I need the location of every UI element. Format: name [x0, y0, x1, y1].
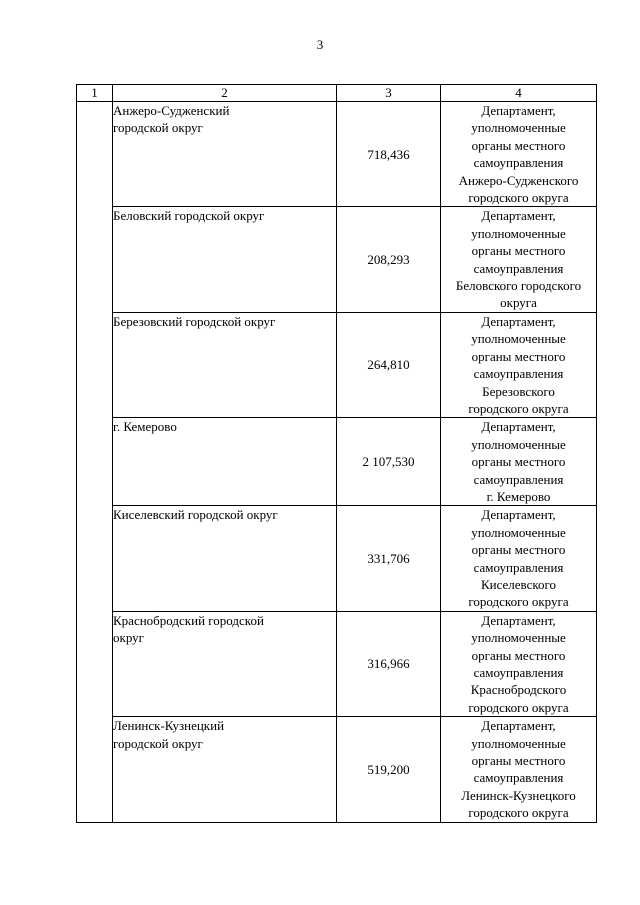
- table-row: [77, 611, 597, 716]
- table-body: [77, 102, 597, 823]
- allocation-table: [76, 84, 597, 823]
- municipality-name: Киселевский городской округ: [113, 506, 337, 611]
- amount-value: 718,436: [337, 102, 441, 207]
- merged-index-cell: [77, 102, 113, 823]
- responsible-body: Департамент, уполномоченные органы местного самоуправления Березовского городского округа: [441, 312, 597, 417]
- municipality-name: г. Кемерово: [113, 418, 337, 506]
- municipality-name: Ленинск-Кузнецкий городской округ: [113, 717, 337, 822]
- responsible-body: Департамент, уполномоченные органы местного самоуправления Анжеро-Судженского городского округа: [441, 102, 597, 207]
- municipality-name: Березовский городской округ: [113, 312, 337, 417]
- municipality-name: Анжеро-Судженский городской округ: [113, 102, 337, 207]
- table-row: [77, 418, 597, 506]
- header-col-3: 3: [337, 85, 441, 102]
- responsible-body: Департамент, уполномоченные органы местного самоуправления г. Кемерово: [441, 418, 597, 506]
- table-row: [77, 717, 597, 822]
- header-col-4: 4: [441, 85, 597, 102]
- table-row: [77, 312, 597, 417]
- header-col-1: 1: [77, 85, 113, 102]
- table-header: [77, 85, 597, 102]
- table-row: [77, 102, 597, 207]
- municipality-name: Краснобродский городской округ: [113, 611, 337, 716]
- responsible-body: Департамент, уполномоченные органы местного самоуправления Киселевского городского округа: [441, 506, 597, 611]
- header-row: [77, 85, 597, 102]
- table-row: [77, 506, 597, 611]
- amount-value: 316,966: [337, 611, 441, 716]
- amount-value: 331,706: [337, 506, 441, 611]
- municipality-name: Беловский городской округ: [113, 207, 337, 312]
- responsible-body: Департамент, уполномоченные органы местного самоуправления Ленинск-Кузнецкого городского округа: [441, 717, 597, 822]
- amount-value: 2 107,530: [337, 418, 441, 506]
- header-col-2: 2: [113, 85, 337, 102]
- amount-value: 264,810: [337, 312, 441, 417]
- page-number: 3: [316, 37, 324, 52]
- responsible-body: Департамент, уполномоченные органы местного самоуправления Беловского городского округа: [441, 207, 597, 312]
- table-row: [77, 207, 597, 312]
- amount-value: 519,200: [337, 717, 441, 822]
- responsible-body: Департамент, уполномоченные органы местного самоуправления Краснобродского городского округа: [441, 611, 597, 716]
- amount-value: 208,293: [337, 207, 441, 312]
